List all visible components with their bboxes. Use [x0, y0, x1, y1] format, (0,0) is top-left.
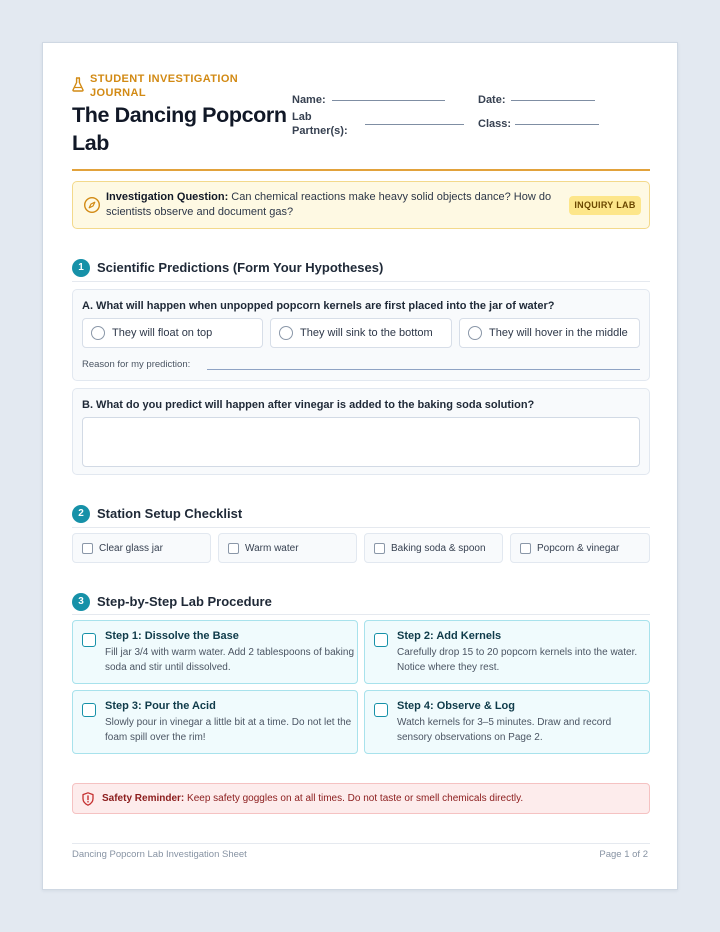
partner-label: Lab Partner(s): — [292, 111, 348, 137]
checklist-item-label: Popcorn & vinegar — [537, 542, 620, 554]
name-label: Name: — [292, 94, 326, 106]
flask-icon — [72, 77, 84, 92]
page-number: Page 1 of 2 — [599, 849, 648, 860]
step-1-card — [72, 620, 358, 684]
section-1-divider — [72, 281, 650, 282]
partner-field[interactable] — [365, 124, 464, 125]
safety-reminder — [72, 783, 650, 814]
section-1-title: Scientific Predictions (Form Your Hypotheses) — [97, 260, 384, 275]
option-sink-label: They will sink to the bottom — [300, 327, 433, 339]
investigation-question-body: Can chemical reactions make heavy solid objects dance? How do scientists observe and document gas? — [106, 191, 552, 218]
section-2-number: 2 — [72, 505, 90, 523]
step-1-checkbox[interactable] — [82, 633, 96, 647]
step-3-title: Step 3: Pour the Acid — [105, 700, 216, 712]
prediction-b-answer[interactable] — [82, 417, 640, 467]
step-2-card — [364, 620, 650, 684]
section-2-divider — [72, 527, 650, 528]
investigation-question-label: Investigation Question: — [106, 191, 229, 203]
option-sink[interactable] — [270, 318, 452, 348]
step-4-checkbox[interactable] — [374, 703, 388, 717]
step-3-checkbox[interactable] — [82, 703, 96, 717]
step-4-description: Watch kernels for 3–5 minutes. Draw and record sensory observations on Page 2. — [397, 717, 612, 743]
class-field[interactable] — [515, 124, 599, 125]
checkbox-water[interactable] — [228, 543, 239, 554]
section-2-title: Station Setup Checklist — [97, 506, 243, 521]
radio-hover[interactable] — [468, 326, 482, 340]
checkbox-baking-soda[interactable] — [374, 543, 385, 554]
compass-icon — [83, 196, 101, 214]
eyebrow-label: STUDENT INVESTIGATION JOURNAL — [90, 73, 239, 99]
step-2-description: Carefully drop 15 to 20 popcorn kernels into the water. Notice where they rest. — [397, 647, 638, 673]
footer-divider — [72, 843, 650, 844]
option-float[interactable] — [82, 318, 263, 348]
investigation-question-text — [106, 190, 561, 220]
name-field[interactable] — [332, 100, 445, 101]
page-title: The Dancing Popcorn Lab — [72, 103, 287, 155]
safety-reminder-text — [102, 792, 523, 806]
radio-sink[interactable] — [279, 326, 293, 340]
reason-label: Reason for my prediction: — [82, 359, 191, 370]
reason-field[interactable] — [207, 369, 640, 370]
step-3-card — [72, 690, 358, 754]
checklist-item-baking-soda[interactable] — [364, 533, 503, 563]
section-3-title: Step-by-Step Lab Procedure — [97, 594, 272, 609]
inquiry-lab-badge: INQUIRY LAB — [569, 196, 641, 215]
option-float-label: They will float on top — [112, 327, 213, 339]
safety-reminder-label: Safety Reminder: — [102, 793, 185, 804]
step-2-checkbox[interactable] — [374, 633, 388, 647]
prediction-a-question: A. What will happen when unpopped popcorn kernels are first placed into the jar of water? — [82, 300, 555, 312]
option-hover-label: They will hover in the middle — [489, 327, 628, 339]
checklist-item-popcorn-vinegar[interactable] — [510, 533, 650, 563]
section-3-number: 3 — [72, 593, 90, 611]
prediction-a-card — [72, 289, 650, 381]
checkbox-popcorn-vinegar[interactable] — [520, 543, 531, 554]
date-label: Date: — [478, 94, 506, 106]
step-1-description: Fill jar 3/4 with warm water. Add 2 tablespoons of baking soda and stir until dissolved. — [105, 647, 355, 673]
step-4-title: Step 4: Observe & Log — [397, 700, 515, 712]
worksheet-page — [42, 42, 678, 890]
checkbox-jar[interactable] — [82, 543, 93, 554]
class-label: Class: — [478, 118, 512, 130]
investigation-question-box — [72, 181, 650, 229]
section-1-number: 1 — [72, 259, 90, 277]
safety-reminder-body: Keep safety goggles on at all times. Do not taste or smell chemicals directly. — [184, 793, 524, 804]
shield-alert-icon — [82, 792, 94, 806]
prediction-b-card — [72, 388, 650, 475]
step-4-card — [364, 690, 650, 754]
header-divider — [72, 169, 650, 171]
checklist-item-jar[interactable] — [72, 533, 211, 563]
checklist-item-label: Baking soda & spoon — [391, 542, 486, 554]
option-hover[interactable] — [459, 318, 640, 348]
checklist-item-water[interactable] — [218, 533, 357, 563]
step-1-title: Step 1: Dissolve the Base — [105, 630, 239, 642]
step-2-title: Step 2: Add Kernels — [397, 630, 502, 642]
section-3-divider — [72, 614, 650, 615]
checklist-item-label: Clear glass jar — [99, 542, 163, 554]
footer-title: Dancing Popcorn Lab Investigation Sheet — [72, 849, 247, 860]
step-3-description: Slowly pour in vinegar a little bit at a time. Do not let the foam spill over the rim! — [105, 717, 352, 743]
checklist-item-label: Warm water — [245, 542, 299, 554]
date-field[interactable] — [511, 100, 595, 101]
journal-eyebrow — [72, 72, 247, 100]
prediction-b-question: B. What do you predict will happen after vinegar is added to the baking soda solution? — [82, 399, 535, 411]
radio-float[interactable] — [91, 326, 105, 340]
